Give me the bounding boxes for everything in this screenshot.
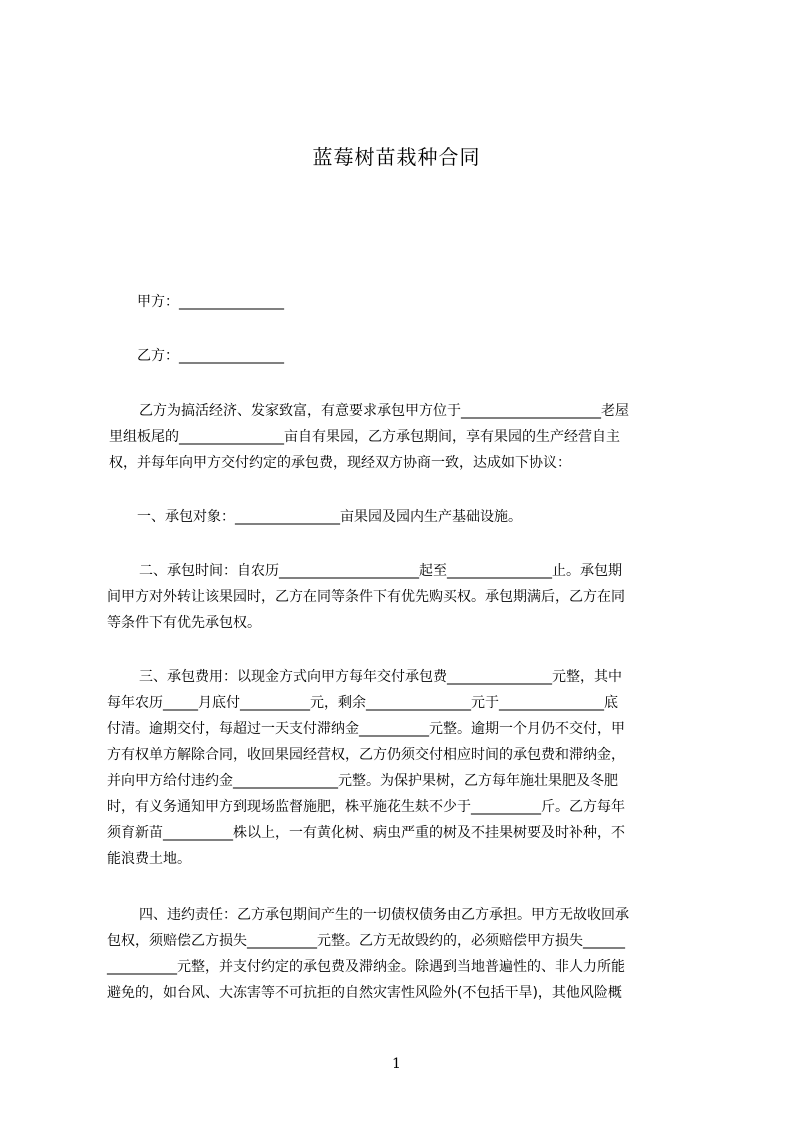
clause-1-line-1: 一、承包对象：_______________亩果园及园内生产基础设施。	[137, 509, 522, 525]
clause-4-line-1: 四、违约责任：乙方承包期间产生的一切债权债务由乙方承担。甲方无故收回承	[139, 907, 629, 923]
clause-3-line-3: 付清。逾期交付，每超过一天支付滞纳金__________元整。逾期一个月仍不交付，甲	[107, 721, 625, 737]
intro-line-1: 乙方为搞活经济、发家致富，有意要求承包甲方位于____________________老屋	[139, 403, 629, 419]
party-a-line: 甲方：_______________	[137, 294, 284, 310]
page-number: 1	[392, 1056, 401, 1072]
clause-4-line-3: __________元整，并支付约定的承包费及滞纳金。除遇到当地普遍性的、非人力所能	[107, 959, 625, 975]
clause-4-line-2: 包权，须赔偿乙方损失__________元整。乙方无故毁约的，必须赔偿甲方损失______	[107, 933, 625, 949]
intro-line-2: 里组板尾的_______________亩自有果园，乙方承包期间，享有果园的生产经营自主	[109, 429, 620, 445]
clause-4-line-4: 避免的，如台风、大冻害等不可抗拒的自然灾害性风险外(不包括干旱)，其他风险概	[107, 985, 622, 1001]
clause-3-line-2: 每年农历_____月底付__________元，剩余_______________元于_______________底	[107, 695, 618, 711]
clause-3-line-4: 方有权单方解除合同，收回果园经营权，乙方仍须交付相应时间的承包费和滞纳金，	[107, 747, 625, 763]
clause-3-line-7: 须育新苗__________株以上，一有黄化树、病虫严重的树及不挂果树要及时补种，不	[107, 825, 625, 841]
clause-3-line-6: 时，有义务通知甲方到现场监督施肥，株平施花生麸不少于__________斤。乙方每年	[107, 799, 625, 815]
party-b-line: 乙方：_______________	[137, 348, 284, 364]
clause-2-line-3: 等条件下有优先承包权。	[107, 615, 261, 631]
clause-3-line-1: 三、承包费用：以现金方式向甲方每年交付承包费_______________元整，其中	[139, 669, 622, 685]
clause-2-line-2: 间甲方对外转让该果园时，乙方在同等条件下有优先购买权。承包期满后，乙方在同	[107, 589, 625, 605]
document-title: 蓝莓树苗栽种合同	[312, 145, 481, 169]
clause-2-line-1: 二、承包时间：自农历____________________起至_______________止。承包期	[139, 563, 622, 579]
clause-3-line-8: 能浪费土地。	[107, 851, 191, 867]
clause-3-line-5: 并向甲方给付违约金_______________元整。为保护果树，乙方每年施壮果肥及冬肥	[107, 773, 618, 789]
intro-line-3: 权，并每年向甲方交付约定的承包费，现经双方协商一致，达成如下协议：	[109, 455, 571, 471]
